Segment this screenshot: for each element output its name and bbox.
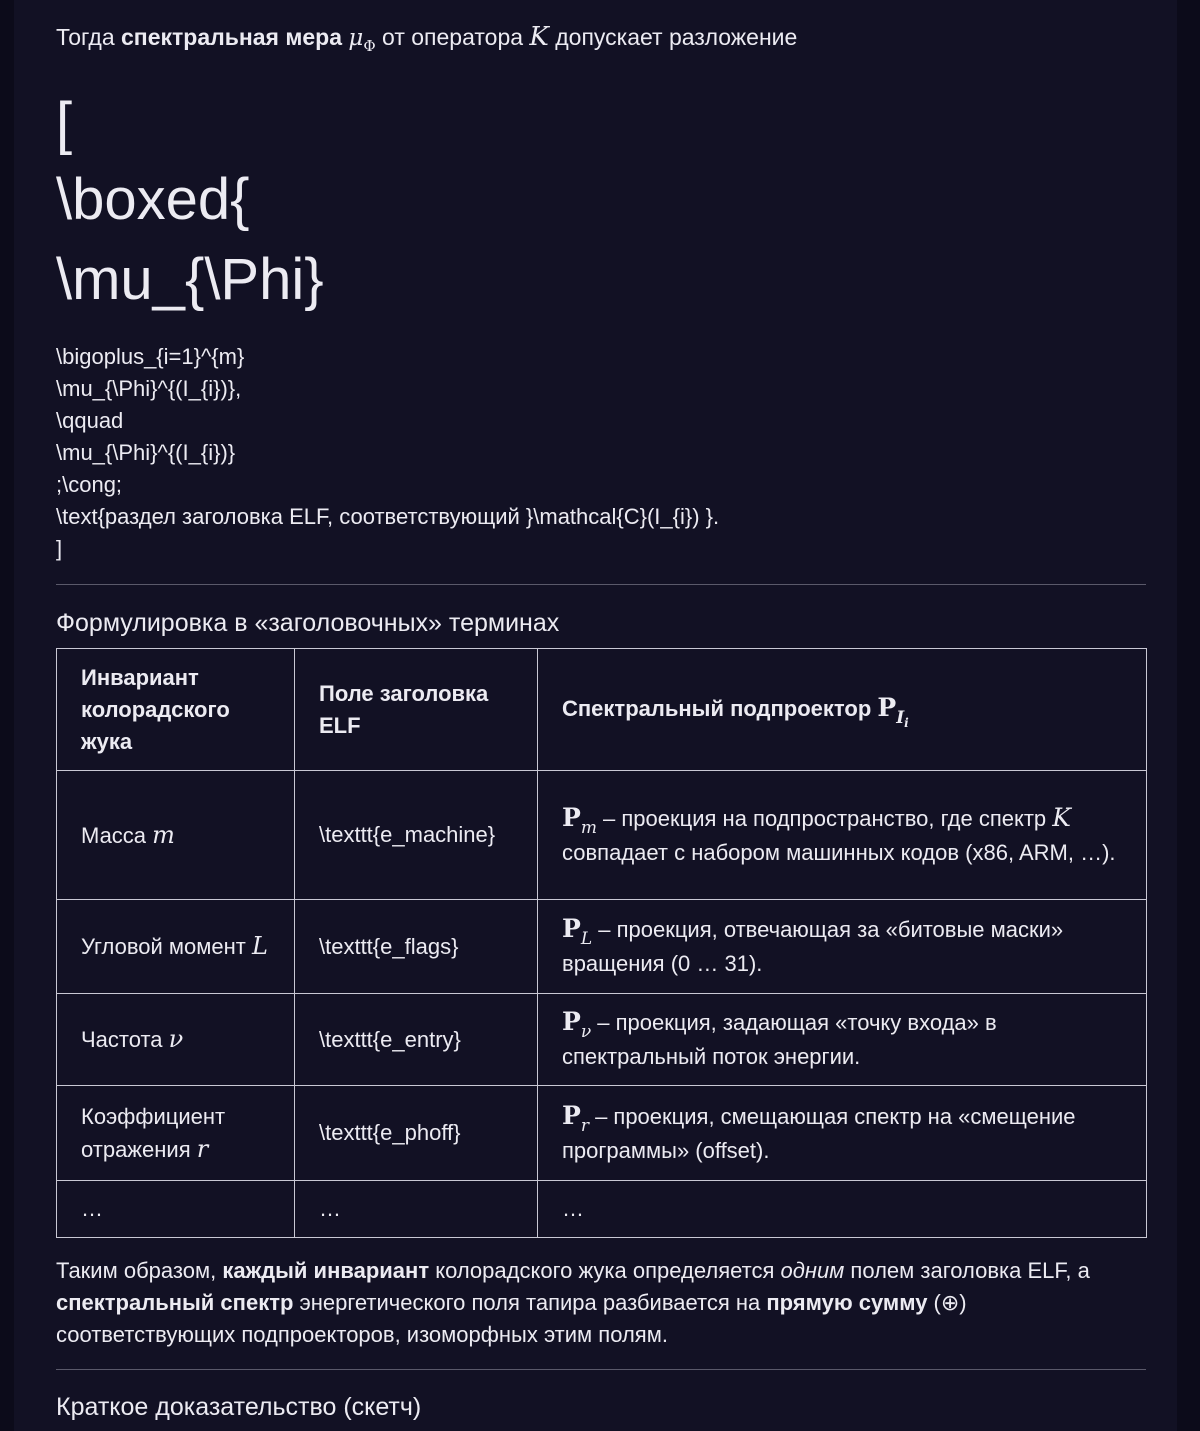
latex-line: \mu_{\Phi}^{(I_{i})}: [56, 440, 236, 465]
latex-big-line: \boxed{: [56, 167, 250, 232]
latex-line: \mu_{\Phi}^{(I_{i})},: [56, 376, 242, 401]
cell-invariant: Частота ν: [57, 994, 295, 1086]
header-invariant: Инвариант колорадского жука: [57, 649, 295, 771]
latex-line: ;\cong;: [56, 472, 123, 497]
cell-elf-field: \texttt{e_machine}: [295, 771, 538, 900]
header-elf-field: Поле заголовка ELF: [295, 649, 538, 771]
cell-invariant: Коэффициент отражения r: [57, 1086, 295, 1181]
cell-description: $P_\nu$ – проекция, задающая «точку входа» в спектральный поток энергии.: [538, 994, 1147, 1086]
table-row: [57, 1181, 1147, 1238]
summary-paragraph: Таким образом, каждый инвариант колорадского жука определяется одним полем заголовка ELF, а спектральный спектр энергетического поля тапира разбивается на прямую сумму (⊕) соответствующих подпроекторов, изоморфных этим полям.: [56, 1258, 1090, 1347]
cell-description: $P_L$ – проекция, отвечающая за «битовые маски» вращения (0 … 31).: [538, 900, 1147, 994]
cell-elf-field: \texttt{e_flags}: [295, 900, 538, 994]
table-row: [57, 771, 1147, 900]
latex-big-line: \mu_{\Phi}: [56, 247, 324, 312]
cell-invariant: …: [57, 1181, 295, 1238]
raw-latex-block: [56, 341, 719, 565]
section-heading: Краткое доказательство (скетч): [56, 1393, 422, 1421]
cell-description: …: [538, 1181, 1147, 1238]
section-divider: [56, 1369, 1146, 1370]
intro-bold-term: спектральная мера: [121, 24, 342, 50]
operator-k-symbol: K: [529, 22, 549, 52]
chat-message-panel: [14, 0, 1177, 1431]
intro-prefix: Тогда: [56, 24, 122, 50]
latex-line: \bigoplus_{i=1}^{m}: [56, 344, 245, 369]
cell-invariant: Угловой момент L: [57, 900, 295, 994]
invariant-mapping-table: [56, 648, 1147, 1238]
latex-big-line: [: [56, 91, 73, 156]
cell-elf-field: \texttt{e_phoff}: [295, 1086, 538, 1181]
cell-elf-field: …: [295, 1181, 538, 1238]
table-row: [57, 1086, 1147, 1181]
section-heading: Формулировка в «заголовочных» терминах: [56, 609, 560, 637]
latex-line: ]: [56, 536, 63, 561]
table-row: [57, 900, 1147, 994]
intro-middle: от оператора: [375, 24, 530, 50]
cell-description: $P_r$ – проекция, смещающая спектр на «смещение программы» (offset).: [538, 1086, 1147, 1181]
intro-sentence: [56, 22, 797, 55]
mu-phi-symbol: $\mu_\Phi$: [348, 25, 376, 55]
latex-line: \text{раздел заголовка ELF, соответствующий }\mathcal{C}(I_{i}) }.: [56, 504, 720, 529]
cell-description: $P_m$ – проекция на подпространство, где спектр K совпадает с набором машинных кодов (x86, ARM, …).: [538, 771, 1147, 900]
intro-suffix: допускает разложение: [548, 24, 798, 50]
table-row: [57, 994, 1147, 1086]
latex-line: \qquad: [56, 408, 124, 433]
table-header-row: [57, 649, 1147, 771]
cell-invariant: Масса m: [57, 771, 295, 900]
header-subprojector: Спектральный подпроектор $P_{I_i}$: [538, 649, 1147, 771]
section-divider: [56, 584, 1146, 585]
cell-elf-field: \texttt{e_entry}: [295, 994, 538, 1086]
